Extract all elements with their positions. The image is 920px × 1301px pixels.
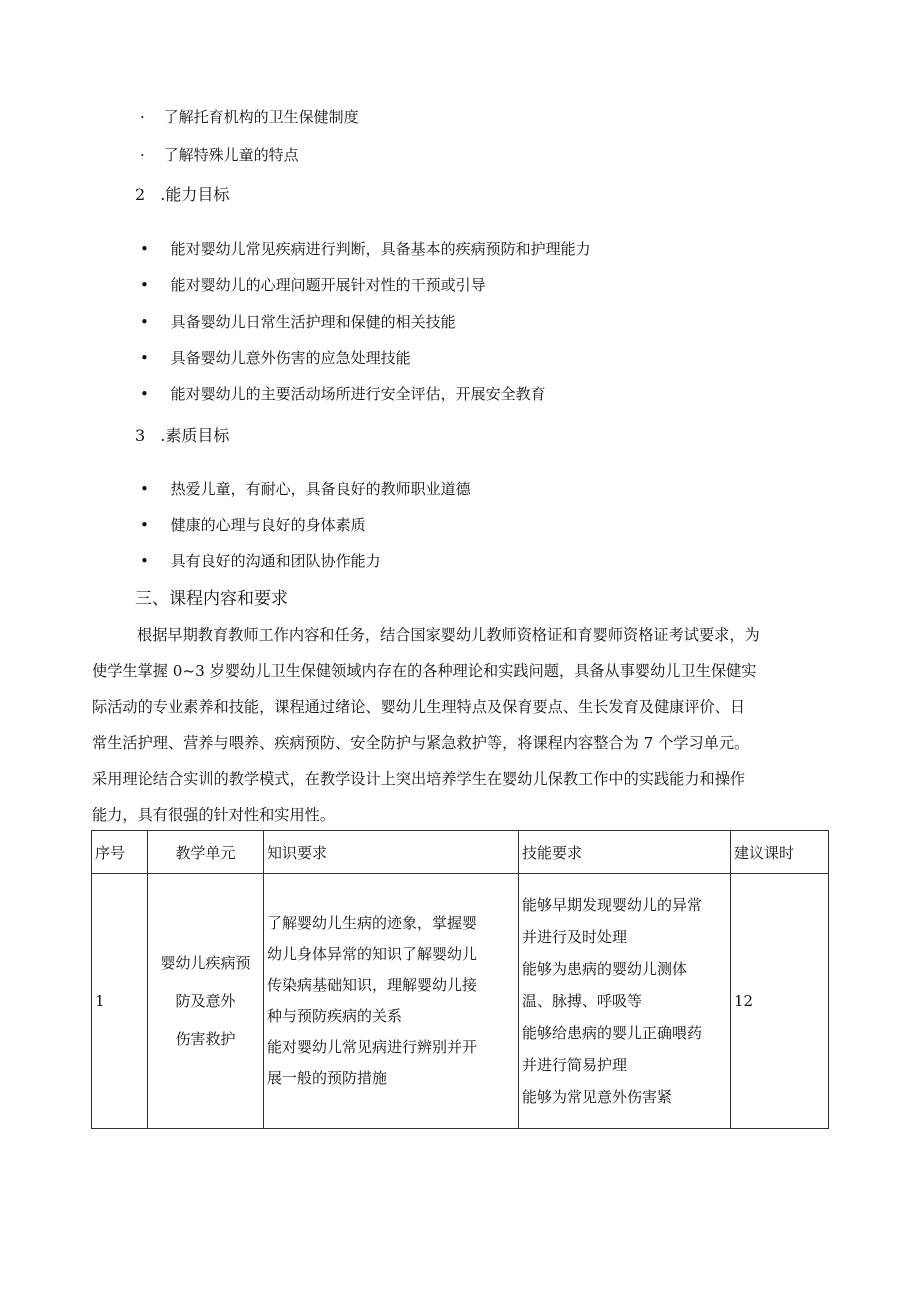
list-item: • 能对婴幼儿的主要活动场所进行安全评估，开展安全教育 <box>140 385 546 403</box>
list-item: • 具有良好的沟通和团队协作能力 <box>140 552 381 570</box>
bullet-icon: • <box>140 313 149 331</box>
section-title: 三、课程内容和要求 <box>135 589 288 609</box>
quality-heading: 3 .素质目标 <box>135 426 230 445</box>
table-header-row <box>92 831 829 874</box>
paragraph-line: 根据早期教育教师工作内容和任务，结合国家婴幼儿教师资格证和育婴师资格证考试要求，为 <box>137 626 760 644</box>
table-row <box>92 874 829 1129</box>
header-index: 序号 <box>92 831 148 874</box>
bullet-icon: • <box>140 276 149 294</box>
list-item: • 能对婴幼儿常见疾病进行判断，具备基本的疾病预防和护理能力 <box>140 240 591 258</box>
paragraph-line: 采用理论结合实训的教学模式，在教学设计上突出培养学生在婴幼儿保教工作中的实践能力和操作 <box>92 770 746 788</box>
ability-heading: 2 .能力目标 <box>135 185 230 204</box>
list-item: · 了解特殊儿童的特点 <box>140 146 299 164</box>
header-skill: 技能要求 <box>519 831 731 874</box>
intro-paragraph <box>92 617 832 833</box>
paragraph-line: 能力，具有很强的针对性和实用性。 <box>92 806 335 824</box>
paragraph-line: 际活动的专业素养和技能，课程通过绪论、婴幼儿生理特点及保育要点、生长发育及健康评价、日 <box>92 698 746 716</box>
list-item: • 能对婴幼儿的心理问题开展针对性的干预或引导 <box>140 276 486 294</box>
header-knowledge: 知识要求 <box>264 831 519 874</box>
list-item: • 热爱儿童，有耐心，具备良好的教师职业道德 <box>140 480 471 498</box>
cell-unit: 婴幼儿疾病预 防及意外 伤害救护 <box>148 874 264 1129</box>
bullet-icon: · <box>140 108 145 126</box>
bullet-icon: • <box>140 480 149 498</box>
list-item: • 健康的心理与良好的身体素质 <box>140 516 366 534</box>
cell-index: 1 <box>92 874 148 1129</box>
list-item: · 了解托育机构的卫生保健制度 <box>140 108 359 126</box>
header-hours: 建议课时 <box>731 831 829 874</box>
paragraph-line: 使学生掌握 0~3 岁婴幼儿卫生保健领域内存在的各种理论和实践问题，具备从事婴幼儿卫生保健实 <box>92 662 757 680</box>
paragraph-line: 常生活护理、营养与喂养、疾病预防、安全防护与紧急救护等，将课程内容整合为 7 个学习单元。 <box>92 734 750 752</box>
cell-hours: 12 <box>731 874 829 1129</box>
course-table <box>91 830 829 1129</box>
bullet-icon: • <box>140 349 149 367</box>
header-unit: 教学单元 <box>148 831 264 874</box>
cell-knowledge: 了解婴幼儿生病的迹象，掌握婴 幼儿身体异常的知识了解婴幼儿 传染病基础知识，理解婴幼儿接 种与预防疾病的关系 能对婴幼儿常见病进行辨别并开 展一般的预防措施 <box>264 874 519 1129</box>
bullet-icon: · <box>140 146 145 164</box>
list-item: • 具备婴幼儿意外伤害的应急处理技能 <box>140 349 411 367</box>
bullet-icon: • <box>140 552 149 570</box>
bullet-icon: • <box>140 385 149 403</box>
bullet-icon: • <box>140 240 149 258</box>
list-item: • 具备婴幼儿日常生活护理和保健的相关技能 <box>140 313 456 331</box>
bullet-icon: • <box>140 516 149 534</box>
cell-skill: 能够早期发现婴幼儿的异常 并进行及时处理 能够为患病的婴幼儿测体 温、脉搏、呼吸等 能够给患病的婴儿正确喂药 并进行简易护理 能够为常见意外伤害紧 <box>519 874 731 1129</box>
